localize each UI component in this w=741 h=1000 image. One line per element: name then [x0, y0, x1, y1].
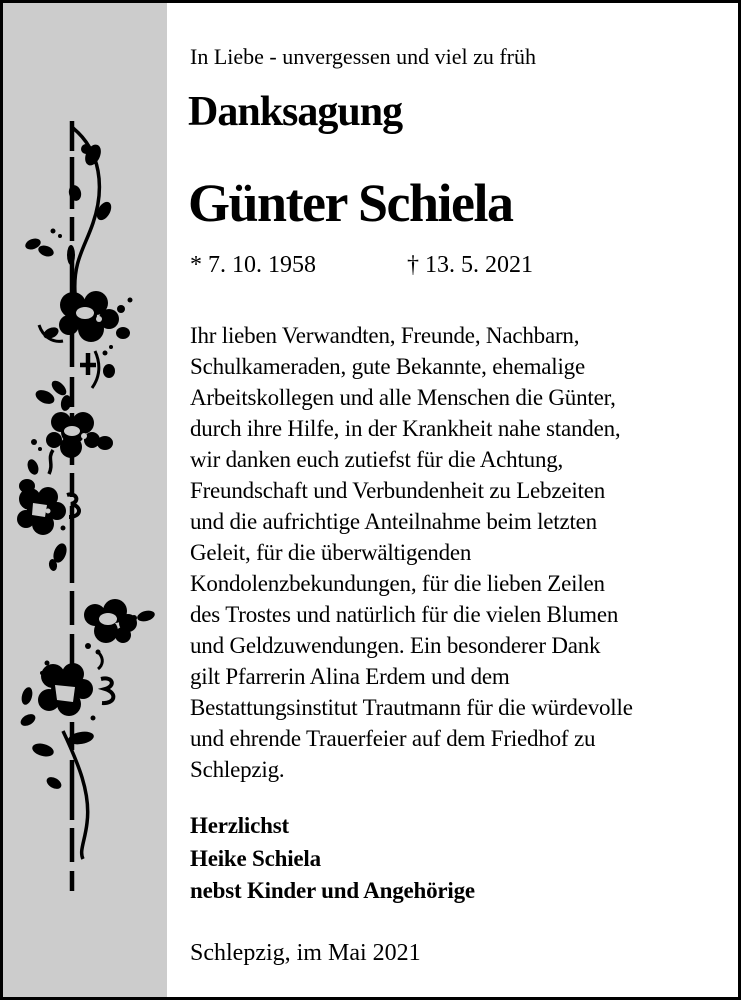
acknowledgment-text	[190, 320, 633, 785]
body-line: Freundschaft und Verbundenheit zu Lebzeiten	[190, 478, 606, 503]
body-line: wir danken euch zutiefst für die Achtung,	[190, 447, 564, 472]
floral-rose-vine-icon	[3, 3, 167, 997]
deceased-name: Günter Schiela	[188, 173, 513, 233]
death-date: † 13. 5. 2021	[407, 252, 533, 278]
body-line: Ihr lieben Verwandten, Freunde, Nachbarn,	[190, 323, 580, 348]
place-and-date: Schlepzig, im Mai 2021	[190, 940, 421, 966]
body-line: Arbeitskollegen und alle Menschen die Günter,	[190, 385, 616, 410]
body-line: Bestattungsinstitut Trautmann für die würdevolle	[190, 695, 633, 720]
mourners-signature	[190, 810, 475, 908]
closing-line: Heike Schiela	[190, 845, 321, 871]
body-line: und ehrende Trauerfeier auf dem Friedhof zu	[190, 726, 596, 751]
closing-line: nebst Kinder und Angehörige	[190, 878, 475, 903]
body-line: gilt Pfarrerin Alina Erdem und dem	[190, 664, 510, 689]
body-line: Kondolenzbekundungen, für die lieben Zeilen	[190, 571, 605, 596]
closing-line: Herzlichst	[190, 813, 289, 838]
birth-date: * 7. 10. 1958	[190, 252, 316, 278]
body-line: und Geldzuwendungen. Ein besonderer Dank	[190, 633, 601, 658]
body-line: Schulkameraden, gute Bekannte, ehemalige	[190, 354, 585, 379]
life-dates	[190, 252, 533, 279]
body-line: und die aufrichtige Anteilnahme beim letzten	[190, 509, 597, 534]
body-line: Geleit, für die überwältigenden	[190, 540, 472, 565]
pre-title: In Liebe - unvergessen und viel zu früh	[190, 44, 536, 69]
body-line: Schlepzig.	[190, 757, 285, 782]
notice-type-title: Danksagung	[188, 89, 403, 135]
body-line: durch ihre Hilfe, in der Krankheit nahe standen,	[190, 416, 621, 441]
body-line: des Trostes und natürlich für die vielen Blumen	[190, 602, 619, 627]
decorative-panel	[3, 3, 167, 997]
